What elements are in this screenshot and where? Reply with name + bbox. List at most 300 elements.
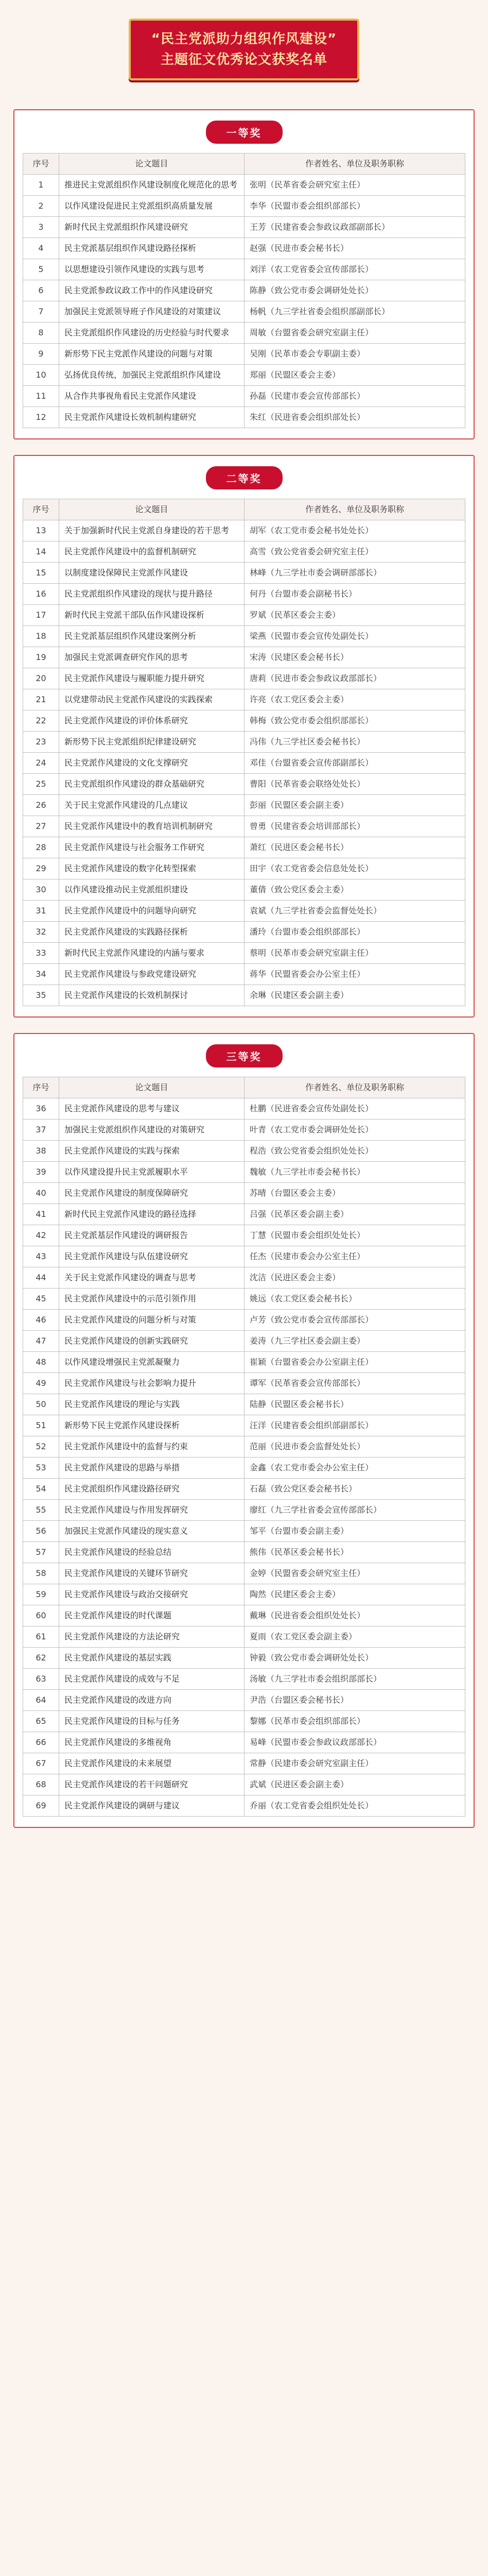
paper-title: 加强民主党派领导班子作风建设的对策建议 xyxy=(59,301,245,323)
table-row xyxy=(23,1310,465,1331)
table-row xyxy=(23,1267,465,1289)
header-title: 论文题目 xyxy=(59,1077,245,1098)
header-author: 作者姓名、单位及职务职称 xyxy=(245,154,465,175)
author-info: 张明（民革省委会研究室主任） xyxy=(245,175,465,196)
row-number: 60 xyxy=(23,1605,59,1626)
row-number: 23 xyxy=(23,732,59,753)
header-author: 作者姓名、单位及职务职称 xyxy=(245,499,465,520)
header-no: 序号 xyxy=(23,154,59,175)
paper-title: 民主党派作风建设的改进方向 xyxy=(59,1690,245,1711)
row-number: 16 xyxy=(23,584,59,605)
author-info: 姚远（农工党区委会秘书长） xyxy=(245,1289,465,1310)
table-row xyxy=(23,1331,465,1352)
row-number: 5 xyxy=(23,259,59,280)
award-table xyxy=(23,1077,465,1817)
row-number: 3 xyxy=(23,217,59,238)
author-info: 林峰（九三学社市委会调研部部长） xyxy=(245,563,465,584)
header-no: 序号 xyxy=(23,499,59,520)
author-info: 戴琳（民进省委会组织处处长） xyxy=(245,1605,465,1626)
paper-title: 民主党派作风建设的思路与举措 xyxy=(59,1458,245,1479)
row-number: 54 xyxy=(23,1479,59,1500)
author-info: 杜鹏（民进省委会宣传处副处长） xyxy=(245,1098,465,1120)
table-row xyxy=(23,175,465,196)
row-number: 65 xyxy=(23,1711,59,1732)
row-number: 47 xyxy=(23,1331,59,1352)
banner-title-line1: “民主党派助力组织作风建设” xyxy=(151,31,337,47)
paper-title: 新形势下民主党派组织纪律建设研究 xyxy=(59,732,245,753)
paper-title: 民主党派组织作风建设的现状与提升路径 xyxy=(59,584,245,605)
author-info: 金鑫（农工党市委会办公室主任） xyxy=(245,1458,465,1479)
row-number: 66 xyxy=(23,1732,59,1753)
row-number: 19 xyxy=(23,647,59,668)
table-row xyxy=(23,1373,465,1394)
row-number: 30 xyxy=(23,879,59,901)
paper-title: 新时代民主党派作风建设的内涵与要求 xyxy=(59,943,245,964)
row-number: 10 xyxy=(23,365,59,386)
paper-title: 新时代民主党派组织作风建设研究 xyxy=(59,217,245,238)
paper-title: 新形势下民主党派作风建设探析 xyxy=(59,1415,245,1436)
table-row xyxy=(23,605,465,626)
author-info: 叶青（农工党市委会调研处处长） xyxy=(245,1120,465,1141)
paper-title: 民主党派作风建设与政治交接研究 xyxy=(59,1584,245,1605)
row-number: 9 xyxy=(23,344,59,365)
table-row xyxy=(23,1753,465,1774)
paper-title: 民主党派作风建设的评价体系研究 xyxy=(59,710,245,732)
paper-title: 民主党派作风建设的数字化转型探索 xyxy=(59,858,245,879)
row-number: 21 xyxy=(23,689,59,710)
table-row xyxy=(23,1521,465,1542)
row-number: 46 xyxy=(23,1310,59,1331)
author-info: 王芳（民建省委会参政议政部副部长） xyxy=(245,217,465,238)
row-number: 7 xyxy=(23,301,59,323)
author-info: 董倩（致公党区委会主委） xyxy=(245,879,465,901)
paper-title: 关于民主党派作风建设的几点建议 xyxy=(59,795,245,816)
paper-title: 民主党派作风建设的调研与建议 xyxy=(59,1795,245,1817)
table-row xyxy=(23,732,465,753)
row-number: 52 xyxy=(23,1436,59,1458)
author-info: 胡军（农工党市委会秘书处处长） xyxy=(245,520,465,541)
award-section xyxy=(13,455,475,1018)
table-row xyxy=(23,1605,465,1626)
author-info: 唐莉（民进市委会参政议政部部长） xyxy=(245,668,465,689)
author-info: 周敏（台盟省委会研究室副主任） xyxy=(245,323,465,344)
paper-title: 以作风建设增强民主党派凝聚力 xyxy=(59,1352,245,1373)
paper-title: 民主党派作风建设与履职能力提升研究 xyxy=(59,668,245,689)
author-info: 许亮（农工党区委会主委） xyxy=(245,689,465,710)
author-info: 吴刚（民革市委会专职副主委） xyxy=(245,344,465,365)
paper-title: 民主党派作风建设的文化支撑研究 xyxy=(59,753,245,774)
table-row xyxy=(23,1415,465,1436)
section-heading xyxy=(23,121,465,144)
paper-title: 新形势下民主党派作风建设的问题与对策 xyxy=(59,344,245,365)
paper-title: 民主党派组织作风建设的历史经验与时代要求 xyxy=(59,323,245,344)
paper-title: 以作风建设提升民主党派履职水平 xyxy=(59,1162,245,1183)
author-info: 谭军（民革省委会宣传部部长） xyxy=(245,1373,465,1394)
table-row xyxy=(23,626,465,647)
author-info: 姜涛（九三学社区委会副主委） xyxy=(245,1331,465,1352)
row-number: 41 xyxy=(23,1204,59,1225)
author-info: 汤敏（九三学社市委会组织部部长） xyxy=(245,1669,465,1690)
award-table xyxy=(23,499,465,1006)
author-info: 刘洋（农工党省委会宣传部部长） xyxy=(245,259,465,280)
author-info: 田宇（农工党省委会信息处处长） xyxy=(245,858,465,879)
paper-title: 民主党派作风建设的时代课题 xyxy=(59,1605,245,1626)
author-info: 易峰（民盟市委会参政议政部部长） xyxy=(245,1732,465,1753)
row-number: 62 xyxy=(23,1648,59,1669)
row-number: 6 xyxy=(23,280,59,301)
table-row xyxy=(23,1458,465,1479)
table-row xyxy=(23,710,465,732)
row-number: 31 xyxy=(23,901,59,922)
paper-title: 民主党派作风建设的实践路径探析 xyxy=(59,922,245,943)
row-number: 59 xyxy=(23,1584,59,1605)
row-number: 4 xyxy=(23,238,59,259)
table-row xyxy=(23,1795,465,1817)
row-number: 35 xyxy=(23,985,59,1006)
row-number: 39 xyxy=(23,1162,59,1183)
paper-title: 民主党派作风建设的关键环节研究 xyxy=(59,1563,245,1584)
table-row xyxy=(23,196,465,217)
author-info: 丁慧（民盟市委会组织处处长） xyxy=(245,1225,465,1246)
author-info: 杨帆（九三学社省委会组织部副部长） xyxy=(245,301,465,323)
paper-title: 民主党派作风建设的创新实践研究 xyxy=(59,1331,245,1352)
row-number: 12 xyxy=(23,407,59,428)
author-info: 高雪（致公党省委会研究室主任） xyxy=(245,541,465,563)
table-row xyxy=(23,1690,465,1711)
paper-title: 民主党派作风建设中的问题导向研究 xyxy=(59,901,245,922)
header-author: 作者姓名、单位及职务职称 xyxy=(245,1077,465,1098)
author-info: 曹阳（民革省委会联络处处长） xyxy=(245,774,465,795)
author-info: 卢芳（致公党市委会宣传部部长） xyxy=(245,1310,465,1331)
row-number: 17 xyxy=(23,605,59,626)
table-row xyxy=(23,1479,465,1500)
table-row xyxy=(23,407,465,428)
row-number: 2 xyxy=(23,196,59,217)
table-row xyxy=(23,1563,465,1584)
paper-title: 民主党派作风建设长效机制构建研究 xyxy=(59,407,245,428)
table-row xyxy=(23,1141,465,1162)
table-row xyxy=(23,323,465,344)
author-info: 陶然（民建区委会主委） xyxy=(245,1584,465,1605)
author-info: 赵强（民进市委会秘书长） xyxy=(245,238,465,259)
row-number: 26 xyxy=(23,795,59,816)
award-section xyxy=(13,1033,475,1828)
paper-title: 加强民主党派作风建设的现实意义 xyxy=(59,1521,245,1542)
table-row xyxy=(23,365,465,386)
table-row xyxy=(23,1098,465,1120)
row-number: 43 xyxy=(23,1246,59,1267)
row-number: 22 xyxy=(23,710,59,732)
author-info: 沈洁（民进区委会主委） xyxy=(245,1267,465,1289)
author-info: 余琳（民建区委会副主委） xyxy=(245,985,465,1006)
row-number: 25 xyxy=(23,774,59,795)
row-number: 63 xyxy=(23,1669,59,1690)
paper-title: 以制度建设保障民主党派作风建设 xyxy=(59,563,245,584)
award-level-badge: 一等奖 xyxy=(206,121,283,144)
row-number: 15 xyxy=(23,563,59,584)
award-section xyxy=(13,109,475,439)
author-info: 熊伟（民革区委会秘书长） xyxy=(245,1542,465,1563)
row-number: 49 xyxy=(23,1373,59,1394)
author-info: 夏雨（农工党区委会副主委） xyxy=(245,1626,465,1648)
table-row xyxy=(23,1626,465,1648)
award-level-badge: 三等奖 xyxy=(206,1044,283,1067)
paper-title: 关于民主党派作风建设的调查与思考 xyxy=(59,1267,245,1289)
table-row xyxy=(23,1542,465,1563)
author-info: 曾勇（民建省委会培训部部长） xyxy=(245,816,465,837)
paper-title: 加强民主党派组织作风建设的对策研究 xyxy=(59,1120,245,1141)
table-row xyxy=(23,689,465,710)
table-row xyxy=(23,1183,465,1204)
author-info: 罗斌（民革区委会主委） xyxy=(245,605,465,626)
table-row xyxy=(23,1732,465,1753)
table-row xyxy=(23,1669,465,1690)
paper-title: 民主党派作风建设的成效与不足 xyxy=(59,1669,245,1690)
paper-title: 新时代民主党派干部队伍作风建设探析 xyxy=(59,605,245,626)
row-number: 44 xyxy=(23,1267,59,1289)
table-row xyxy=(23,1711,465,1732)
paper-title: 民主党派作风建设中的监督与约束 xyxy=(59,1436,245,1458)
author-info: 萧红（民进区委会秘书长） xyxy=(245,837,465,858)
paper-title: 民主党派作风建设中的监督机制研究 xyxy=(59,541,245,563)
table-row xyxy=(23,238,465,259)
paper-title: 民主党派作风建设的理论与实践 xyxy=(59,1394,245,1415)
table-header-row xyxy=(23,154,465,175)
header-title: 论文题目 xyxy=(59,154,245,175)
author-info: 苏晴（台盟区委会主委） xyxy=(245,1183,465,1204)
row-number: 48 xyxy=(23,1352,59,1373)
paper-title: 以思想建设引领作风建设的实践与思考 xyxy=(59,259,245,280)
author-info: 吕强（民革区委会副主委） xyxy=(245,1204,465,1225)
author-info: 陈静（致公党市委会调研处处长） xyxy=(245,280,465,301)
table-row xyxy=(23,901,465,922)
row-number: 8 xyxy=(23,323,59,344)
row-number: 50 xyxy=(23,1394,59,1415)
author-info: 宋涛（民建区委会秘书长） xyxy=(245,647,465,668)
table-row xyxy=(23,386,465,407)
author-info: 廖红（九三学社省委会宣传部部长） xyxy=(245,1500,465,1521)
author-info: 蔡明（民革市委会研究室副主任） xyxy=(245,943,465,964)
author-info: 黎娜（民革市委会组织部部长） xyxy=(245,1711,465,1732)
row-number: 45 xyxy=(23,1289,59,1310)
author-info: 范丽（民进市委会监督处处长） xyxy=(245,1436,465,1458)
row-number: 40 xyxy=(23,1183,59,1204)
table-row xyxy=(23,217,465,238)
author-info: 梁燕（民盟市委会宣传处副处长） xyxy=(245,626,465,647)
paper-title: 民主党派组织作风建设的群众基础研究 xyxy=(59,774,245,795)
table-row xyxy=(23,1500,465,1521)
row-number: 29 xyxy=(23,858,59,879)
paper-title: 民主党派作风建设的问题分析与对策 xyxy=(59,1310,245,1331)
row-number: 58 xyxy=(23,1563,59,1584)
table-row xyxy=(23,1162,465,1183)
row-number: 57 xyxy=(23,1542,59,1563)
row-number: 36 xyxy=(23,1098,59,1120)
paper-title: 民主党派作风建设的制度保障研究 xyxy=(59,1183,245,1204)
paper-title: 以作风建设推动民主党派组织建设 xyxy=(59,879,245,901)
table-row xyxy=(23,753,465,774)
table-row xyxy=(23,668,465,689)
table-row xyxy=(23,1120,465,1141)
table-row xyxy=(23,943,465,964)
paper-title: 加强民主党派调查研究作风的思考 xyxy=(59,647,245,668)
paper-title: 新时代民主党派作风建设的路径选择 xyxy=(59,1204,245,1225)
row-number: 14 xyxy=(23,541,59,563)
award-table xyxy=(23,153,465,428)
row-number: 32 xyxy=(23,922,59,943)
author-info: 郑丽（民盟区委会主委） xyxy=(245,365,465,386)
header-title: 论文题目 xyxy=(59,499,245,520)
paper-title: 民主党派作风建设中的示范引领作用 xyxy=(59,1289,245,1310)
paper-title: 民主党派基层组织作风建设路径探析 xyxy=(59,238,245,259)
table-row xyxy=(23,795,465,816)
table-row xyxy=(23,541,465,563)
row-number: 69 xyxy=(23,1795,59,1817)
paper-title: 民主党派作风建设的经验总结 xyxy=(59,1542,245,1563)
paper-title: 民主党派作风建设的多维视角 xyxy=(59,1732,245,1753)
paper-title: 民主党派作风建设的若干问题研究 xyxy=(59,1774,245,1795)
paper-title: 民主党派作风建设与参政党建设研究 xyxy=(59,964,245,985)
row-number: 24 xyxy=(23,753,59,774)
row-number: 37 xyxy=(23,1120,59,1141)
row-number: 28 xyxy=(23,837,59,858)
paper-title: 民主党派作风建设的方法论研究 xyxy=(59,1626,245,1648)
author-info: 李华（民盟市委会组织部部长） xyxy=(245,196,465,217)
table-row xyxy=(23,774,465,795)
author-info: 孙磊（民建市委会宣传部部长） xyxy=(245,386,465,407)
author-info: 金婷（民盟省委会研究室主任） xyxy=(245,1563,465,1584)
table-row xyxy=(23,259,465,280)
author-info: 尹浩（台盟区委会秘书长） xyxy=(245,1690,465,1711)
table-row xyxy=(23,280,465,301)
paper-title: 民主党派组织作风建设路径研究 xyxy=(59,1479,245,1500)
table-row xyxy=(23,985,465,1006)
section-heading xyxy=(23,1044,465,1067)
banner-title-line2: 主题征文优秀论文获奖名单 xyxy=(160,52,327,67)
paper-title: 以党建带动民主党派作风建设的实践探索 xyxy=(59,689,245,710)
paper-title: 民主党派作风建设的目标与任务 xyxy=(59,1711,245,1732)
table-row xyxy=(23,879,465,901)
author-info: 袁斌（九三学社省委会监督处处长） xyxy=(245,901,465,922)
banner-plate xyxy=(129,19,359,80)
author-info: 彭丽（民盟区委会副主委） xyxy=(245,795,465,816)
author-info: 崔颖（台盟省委会办公室副主任） xyxy=(245,1352,465,1373)
row-number: 67 xyxy=(23,1753,59,1774)
row-number: 64 xyxy=(23,1690,59,1711)
row-number: 68 xyxy=(23,1774,59,1795)
paper-title: 民主党派作风建设的基层实践 xyxy=(59,1648,245,1669)
paper-title: 从合作共事视角看民主党派作风建设 xyxy=(59,386,245,407)
table-row xyxy=(23,647,465,668)
table-row xyxy=(23,1584,465,1605)
author-info: 钟毅（致公党市委会调研处处长） xyxy=(245,1648,465,1669)
table-row xyxy=(23,922,465,943)
paper-title: 民主党派基层作风建设的调研报告 xyxy=(59,1225,245,1246)
title-banner xyxy=(0,0,488,96)
table-row xyxy=(23,1352,465,1373)
paper-title: 关于加强新时代民主党派自身建设的若干思考 xyxy=(59,520,245,541)
author-info: 魏敏（九三学社市委会秘书长） xyxy=(245,1162,465,1183)
paper-title: 民主党派作风建设中的教育培训机制研究 xyxy=(59,816,245,837)
table-row xyxy=(23,1436,465,1458)
table-header-row xyxy=(23,1077,465,1098)
author-info: 武斌（民进区委会副主委） xyxy=(245,1774,465,1795)
author-info: 陆静（民盟区委会秘书长） xyxy=(245,1394,465,1415)
table-row xyxy=(23,1225,465,1246)
author-info: 潘玲（台盟市委会组织部部长） xyxy=(245,922,465,943)
table-row xyxy=(23,837,465,858)
paper-title: 推进民主党派组织作风建设制度化规范化的思考 xyxy=(59,175,245,196)
row-number: 20 xyxy=(23,668,59,689)
row-number: 55 xyxy=(23,1500,59,1521)
paper-title: 民主党派作风建设的思考与建议 xyxy=(59,1098,245,1120)
paper-title: 民主党派作风建设与队伍建设研究 xyxy=(59,1246,245,1267)
row-number: 61 xyxy=(23,1626,59,1648)
table-row xyxy=(23,858,465,879)
author-info: 何丹（台盟市委会副秘书长） xyxy=(245,584,465,605)
row-number: 34 xyxy=(23,964,59,985)
table-row xyxy=(23,344,465,365)
paper-title: 民主党派作风建设与社会影响力提升 xyxy=(59,1373,245,1394)
paper-title: 民主党派作风建设的未来展望 xyxy=(59,1753,245,1774)
table-row xyxy=(23,1246,465,1267)
table-row xyxy=(23,563,465,584)
row-number: 13 xyxy=(23,520,59,541)
author-info: 邹平（台盟市委会副主委） xyxy=(245,1521,465,1542)
row-number: 33 xyxy=(23,943,59,964)
author-info: 邓佳（台盟省委会宣传部副部长） xyxy=(245,753,465,774)
table-row xyxy=(23,1774,465,1795)
paper-title: 民主党派基层组织作风建设案例分析 xyxy=(59,626,245,647)
paper-title: 弘扬优良传统，加强民主党派组织作风建设 xyxy=(59,365,245,386)
table-row xyxy=(23,301,465,323)
row-number: 56 xyxy=(23,1521,59,1542)
row-number: 27 xyxy=(23,816,59,837)
author-info: 程浩（致公党省委会组织处处长） xyxy=(245,1141,465,1162)
row-number: 42 xyxy=(23,1225,59,1246)
author-info: 常静（民建市委会研究室副主任） xyxy=(245,1753,465,1774)
paper-title: 民主党派作风建设与社会服务工作研究 xyxy=(59,837,245,858)
row-number: 53 xyxy=(23,1458,59,1479)
table-row xyxy=(23,1289,465,1310)
row-number: 1 xyxy=(23,175,59,196)
paper-title: 民主党派作风建设与作用发挥研究 xyxy=(59,1500,245,1521)
row-number: 11 xyxy=(23,386,59,407)
paper-title: 民主党派作风建设的长效机制探讨 xyxy=(59,985,245,1006)
header-no: 序号 xyxy=(23,1077,59,1098)
table-row xyxy=(23,1204,465,1225)
table-row xyxy=(23,816,465,837)
award-sections xyxy=(0,109,488,1828)
award-level-badge: 二等奖 xyxy=(206,466,283,489)
author-info: 冯伟（九三学社区委会秘书长） xyxy=(245,732,465,753)
table-row xyxy=(23,520,465,541)
paper-title: 以作风建设促进民主党派组织高质量发展 xyxy=(59,196,245,217)
author-info: 石磊（致公党区委会秘书长） xyxy=(245,1479,465,1500)
table-row xyxy=(23,1648,465,1669)
table-row xyxy=(23,1394,465,1415)
row-number: 18 xyxy=(23,626,59,647)
table-row xyxy=(23,964,465,985)
row-number: 51 xyxy=(23,1415,59,1436)
author-info: 汪洋（民建省委会组织部副部长） xyxy=(245,1415,465,1436)
paper-title: 民主党派参政议政工作中的作风建设研究 xyxy=(59,280,245,301)
author-info: 蒋华（民盟省委会办公室主任） xyxy=(245,964,465,985)
author-info: 韩梅（致公党市委会组织部部长） xyxy=(245,710,465,732)
paper-title: 民主党派作风建设的实践与探索 xyxy=(59,1141,245,1162)
table-row xyxy=(23,584,465,605)
table-header-row xyxy=(23,499,465,520)
